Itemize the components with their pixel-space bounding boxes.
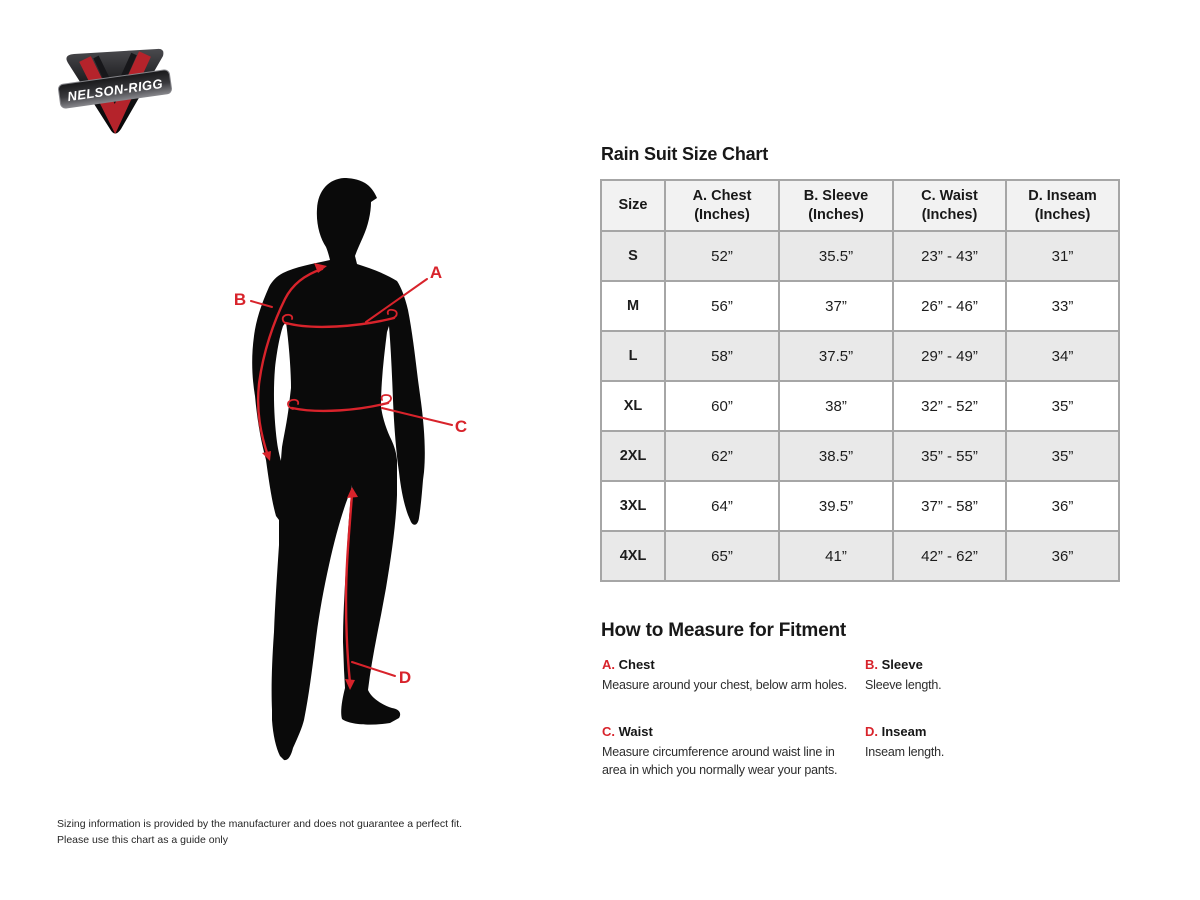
- measure-item-description: Measure circumference around waist line in area in which you normally wear your pants.: [602, 745, 838, 777]
- table-cell: 35.5”: [779, 231, 893, 281]
- table-cell: 4XL: [601, 531, 665, 581]
- measure-item-heading: C. Waist: [602, 724, 653, 740]
- size-chart-panel: [600, 144, 1118, 779]
- table-cell: 35”: [1006, 381, 1119, 431]
- table-cell: 38.5”: [779, 431, 893, 481]
- column-header-size: Size: [601, 180, 665, 231]
- table-cell: 52”: [665, 231, 779, 281]
- table-cell: 35” - 55”: [893, 431, 1006, 481]
- table-row-s: [601, 231, 1119, 281]
- table-cell: XL: [601, 381, 665, 431]
- measure-item-description: Sleeve length.: [865, 678, 942, 692]
- table-cell: 32” - 52”: [893, 381, 1006, 431]
- table-cell: 36”: [1006, 481, 1119, 531]
- size-chart-table: [600, 179, 1120, 582]
- table-cell: 58”: [665, 331, 779, 381]
- disclaimer-text: [57, 817, 462, 849]
- table-cell: 33”: [1006, 281, 1119, 331]
- sizing-figure: [200, 160, 500, 800]
- measure-item-waist: [602, 724, 865, 779]
- measure-item-heading: B. Sleeve: [865, 657, 923, 672]
- column-header-sleeve: B. Sleeve (Inches): [779, 180, 893, 231]
- table-cell: 56”: [665, 281, 779, 331]
- measure-item-description: Measure around your chest, below arm holes.: [602, 678, 848, 692]
- label-a-chest: A: [429, 263, 443, 282]
- brand-logo-icon: [58, 42, 173, 142]
- table-cell: 23” - 43”: [893, 231, 1006, 281]
- table-cell: M: [601, 281, 665, 331]
- column-header-waist: C. Waist (Inches): [893, 180, 1006, 231]
- measure-item-description: Inseam length.: [865, 745, 945, 760]
- nelson-rigg-logo: [58, 42, 173, 142]
- table-cell: L: [601, 331, 665, 381]
- measure-item-chest: [602, 657, 865, 694]
- table-cell: 37.5”: [779, 331, 893, 381]
- table-cell: 34”: [1006, 331, 1119, 381]
- table-cell: S: [601, 231, 665, 281]
- column-header-inseam: D. Inseam (Inches): [1006, 180, 1119, 231]
- table-cell: 29” - 49”: [893, 331, 1006, 381]
- disclaimer-line-2: Please use this chart as a guide only: [57, 833, 229, 846]
- table-cell: 2XL: [601, 431, 665, 481]
- table-cell: 60”: [665, 381, 779, 431]
- measure-item-inseam: [865, 724, 1118, 779]
- disclaimer-line-1: Sizing information is provided by the manufacturer and does not guarantee a perfect fit.: [57, 818, 463, 830]
- table-cell: 35”: [1006, 431, 1119, 481]
- table-row-3xl: [601, 481, 1119, 531]
- sizing-figure-illustration: [200, 160, 500, 800]
- measure-guide-title: How to Measure for Fitment: [601, 620, 846, 641]
- brand-logo-text: NELSON-RIGG: [66, 75, 164, 105]
- measure-item-sleeve: [865, 657, 1118, 694]
- table-cell: 3XL: [601, 481, 665, 531]
- table-cell: 37” - 58”: [893, 481, 1006, 531]
- table-row-xl: [601, 381, 1119, 431]
- table-cell: 65”: [665, 531, 779, 581]
- table-header-row: [601, 180, 1119, 231]
- table-cell: 26” - 46”: [893, 281, 1006, 331]
- table-cell: 38”: [779, 381, 893, 431]
- table-row-4xl: [601, 531, 1119, 581]
- measure-item-heading: D. Inseam: [865, 724, 927, 740]
- table-cell: 39.5”: [779, 481, 893, 531]
- table-cell: 36”: [1006, 531, 1119, 581]
- table-row-m: [601, 281, 1119, 331]
- table-cell: 42” - 62”: [893, 531, 1006, 581]
- table-cell: 64”: [665, 481, 779, 531]
- label-d-inseam: D: [398, 668, 412, 687]
- measure-guide-grid: [602, 657, 1118, 779]
- measure-item-heading: A. Chest: [602, 657, 655, 672]
- label-c-waist: C: [454, 417, 468, 436]
- table-row-l: [601, 331, 1119, 381]
- table-row-2xl: [601, 431, 1119, 481]
- table-cell: 62”: [665, 431, 779, 481]
- label-b-sleeve: B: [233, 290, 247, 309]
- column-header-chest: A. Chest (Inches): [665, 180, 779, 231]
- size-chart-title: Rain Suit Size Chart: [601, 144, 769, 164]
- table-cell: 37”: [779, 281, 893, 331]
- table-cell: 31”: [1006, 231, 1119, 281]
- table-cell: 41”: [779, 531, 893, 581]
